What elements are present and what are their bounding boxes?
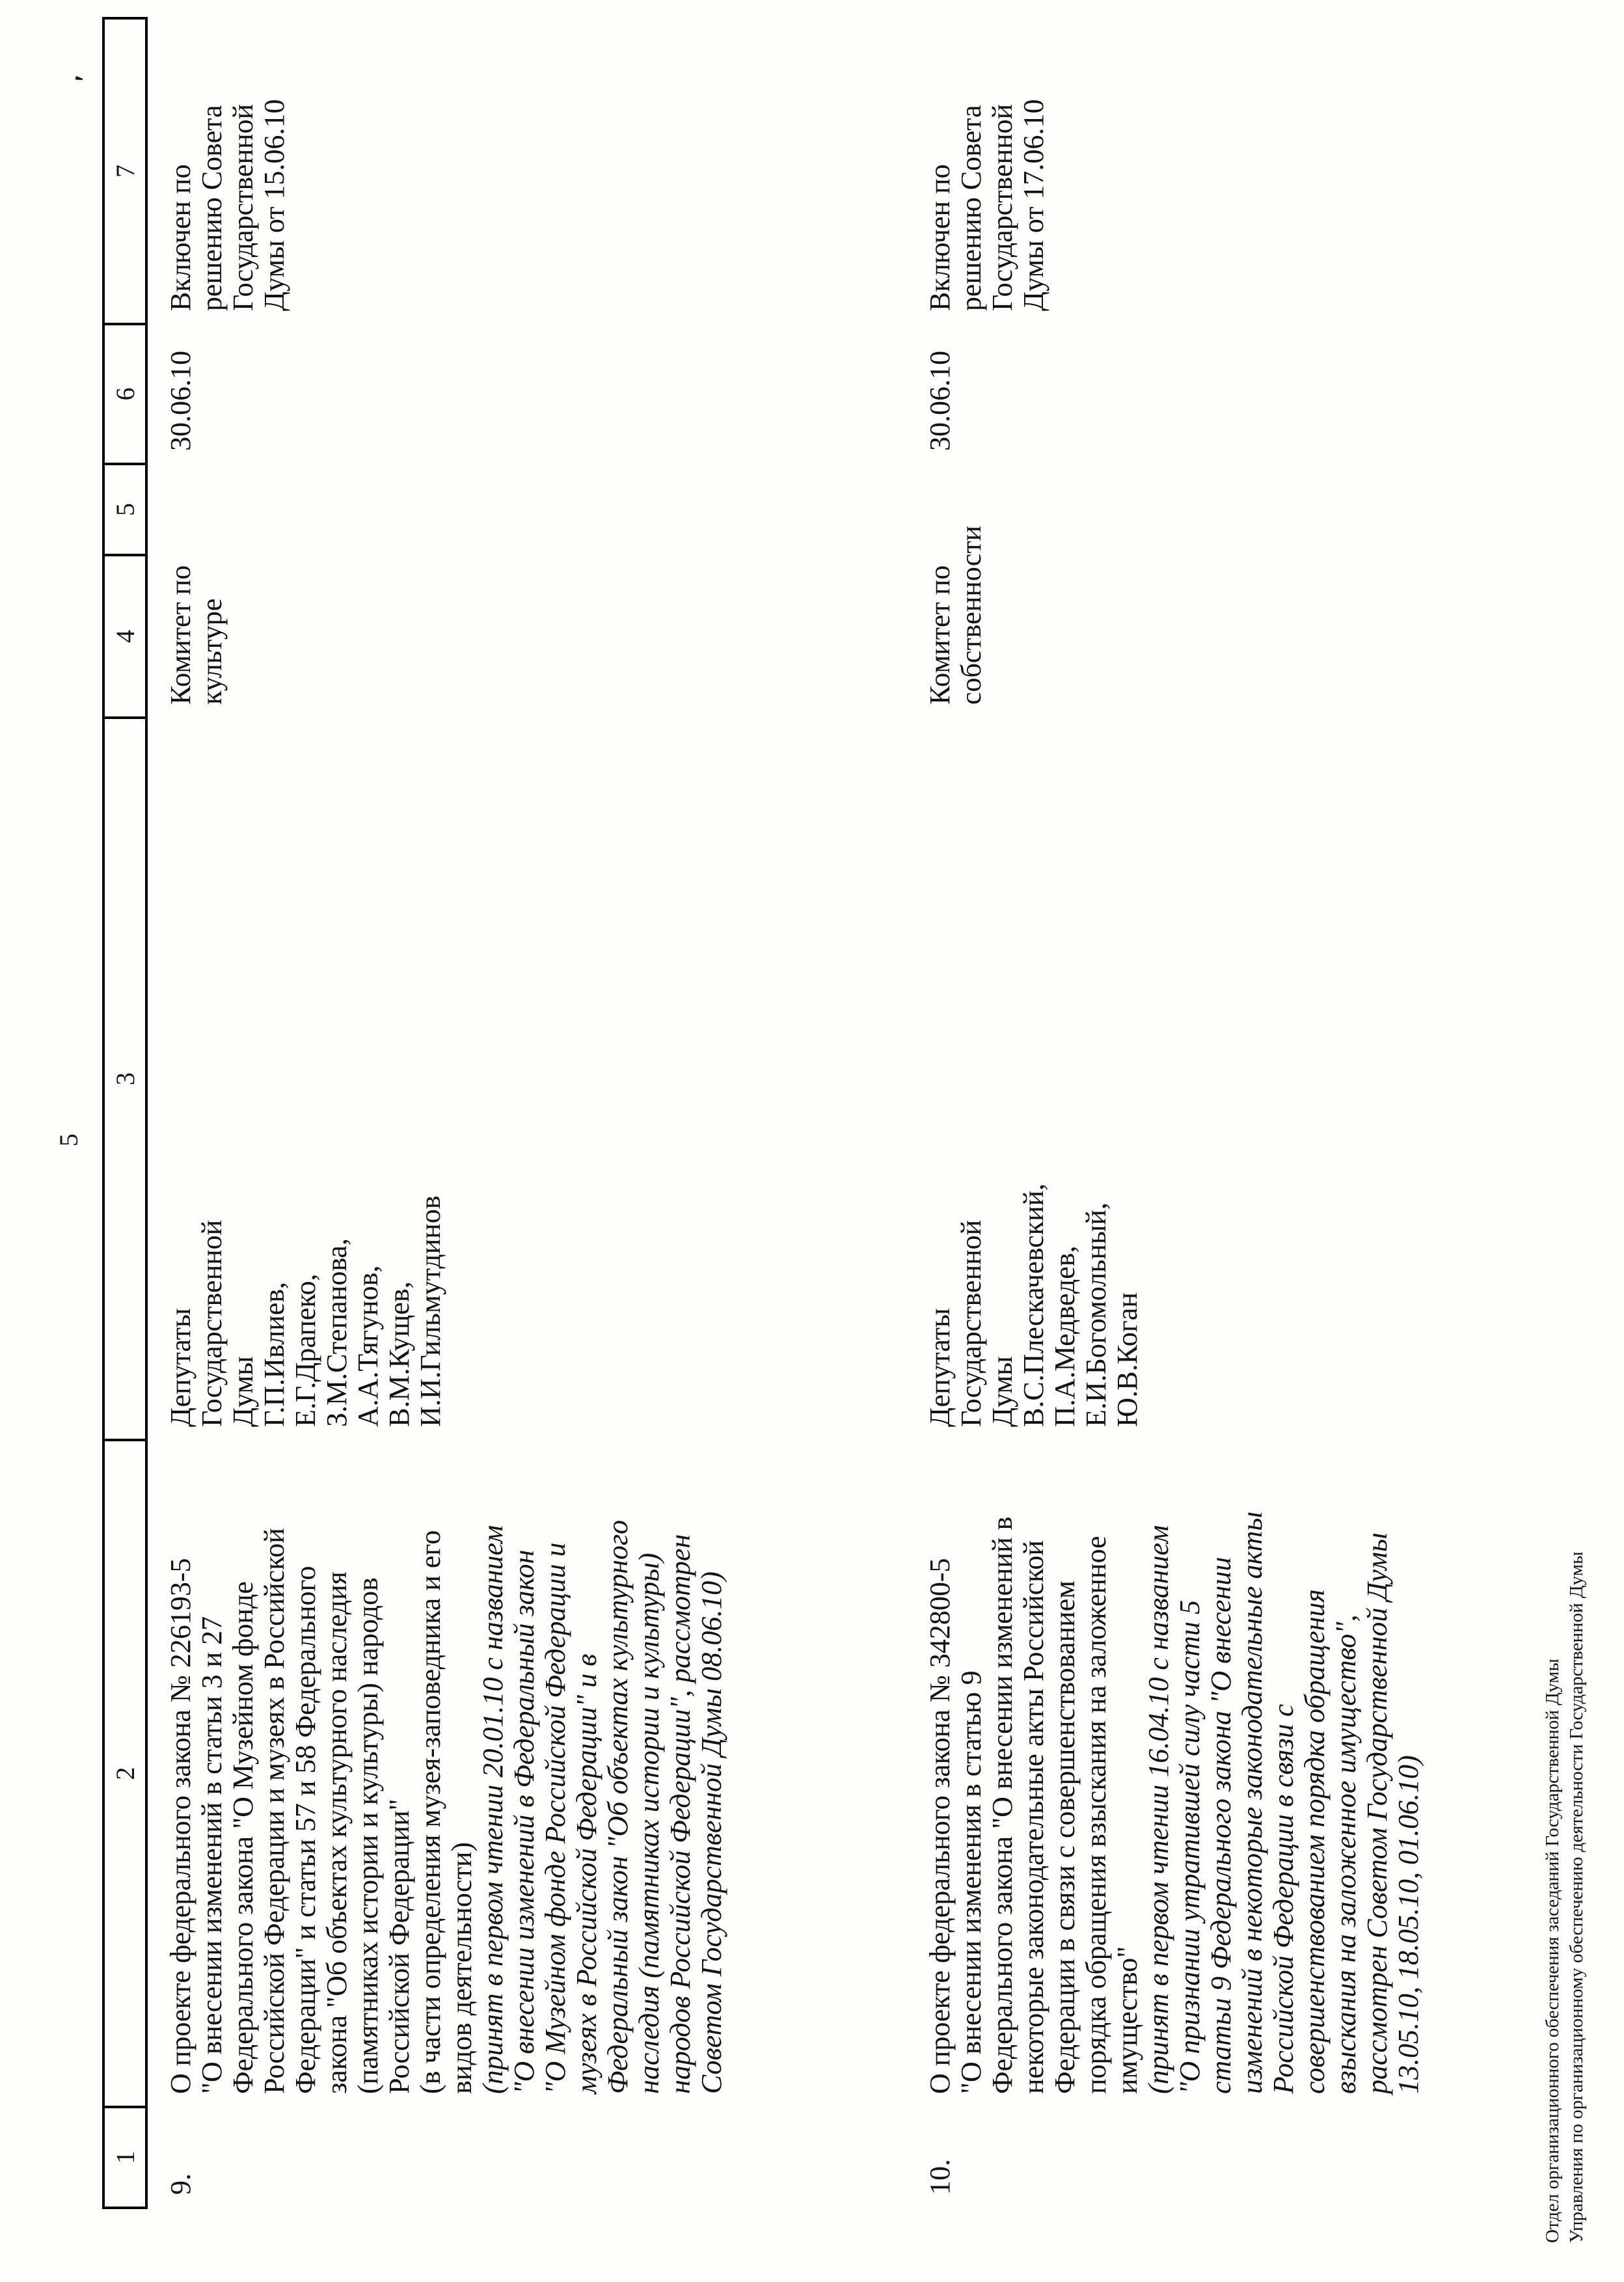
column-number-header-6: 6 bbox=[103, 324, 146, 464]
document-footer bbox=[1541, 1551, 1589, 2243]
bill-title-cell bbox=[907, 1440, 1424, 2107]
decision-cell bbox=[907, 18, 1424, 324]
decision-text: Включен по решению Совета Государственной Думы от 17.06.10 bbox=[924, 99, 1049, 311]
initiators-cell bbox=[907, 718, 1424, 1440]
page-number: 5 bbox=[54, 1134, 83, 1147]
empty-cell bbox=[146, 464, 907, 555]
bill-note-text: (принят в первом чтении 16.04.10 с названием "О признании утратившей силу части 5 статьи 9 Федерального закона "О внесении изменений в некоторые законодательные акты Российской Федерации в связи с совершенствованием порядка обращения взыскания на заложенное имущество", рассмотрен Советом Государственной Думы 13.05.10, 18.05.10, 01.06.10) bbox=[1143, 1511, 1424, 2094]
agenda-table bbox=[102, 17, 1424, 2209]
footer-line-2: Управления по организационному обеспечению деятельности Государственной Думы bbox=[1566, 1551, 1587, 2243]
committee-text: Комитет по культуре bbox=[165, 565, 228, 705]
bill-title-text: О проекте федерального закона № 226193-5 "О внесении изменений в статьи 3 и 27 Федерального закона "О Музейном фонде Российской Федерации и музеях в Российской Федерации" и статьи 57 и 58 Федерального закона "Об объектах культурного наследия (памятниках истории и культуры) народов Российской Федерации" (в части определения музея-заповедника и его видов деятельности) bbox=[165, 1528, 478, 2094]
bill-title-cell bbox=[146, 1440, 907, 2107]
bill-title-text: О проекте федерального закона № 342800-5 "О внесении изменения в статью 9 Федерального закона "О внесении изменений в некоторые законодательные акты Российской Федерации в связи с совершенствованием порядка обращения взыскания на заложенное имущество" bbox=[924, 1516, 1143, 2094]
scan-stray-mark: ' bbox=[68, 72, 102, 88]
committee-cell bbox=[146, 555, 907, 718]
column-number-header-5: 5 bbox=[103, 464, 146, 555]
committee-cell bbox=[907, 525, 1424, 718]
column-number-header-4: 4 bbox=[103, 555, 146, 718]
initiators-text: Депутаты Государственной Думы В.С.Плескачевский, П.А.Медведев, Е.И.Богомольный, Ю.В.Коган bbox=[924, 1183, 1143, 1427]
footer-line-1: Отдел организационного обеспечения заседаний Государственной Думы bbox=[1542, 1659, 1563, 2243]
date-cell: 30.06.10 bbox=[924, 351, 956, 451]
row-number-cell: 9. bbox=[165, 2173, 196, 2195]
table-row-9 bbox=[146, 18, 907, 2208]
table-header-row bbox=[103, 18, 146, 2208]
decision-text: Включен по решению Совета Государственной Думы от 15.06.10 bbox=[165, 99, 290, 311]
column-number-header-1: 1 bbox=[103, 2107, 146, 2208]
column-number-header-7: 7 bbox=[103, 18, 146, 324]
column-number-header-2: 2 bbox=[103, 1440, 146, 2107]
initiators-text: Депутаты Государственной Думы Г.П.Ивлиев, Е.Г.Драпеко, З.М.Степанова, А.А.Тягунов, В.М.Кущев, И.И.Гильмутдинов bbox=[165, 1195, 446, 1427]
committee-text: Комитет по собственности bbox=[924, 525, 987, 705]
decision-cell bbox=[146, 18, 907, 324]
row-number-cell: 10. bbox=[924, 2159, 956, 2195]
column-number-header-3: 3 bbox=[103, 718, 146, 1440]
initiators-cell bbox=[146, 718, 907, 1440]
date-cell: 30.06.10 bbox=[165, 351, 196, 451]
bill-note-text: (принят в первом чтении 20.01.10 с названием "О внесении изменений в Федеральный закон "О Музейном фонде Российской Федерации и музеях в Российской Федерации" и в Федеральный закон "Об объектах культурного наследия (памятниках истории и культуры) народов Российской Федерации", рассмотрен Советом Государственной Думы 08.06.10) bbox=[477, 1519, 727, 2094]
table-row-10 bbox=[907, 18, 1424, 2208]
